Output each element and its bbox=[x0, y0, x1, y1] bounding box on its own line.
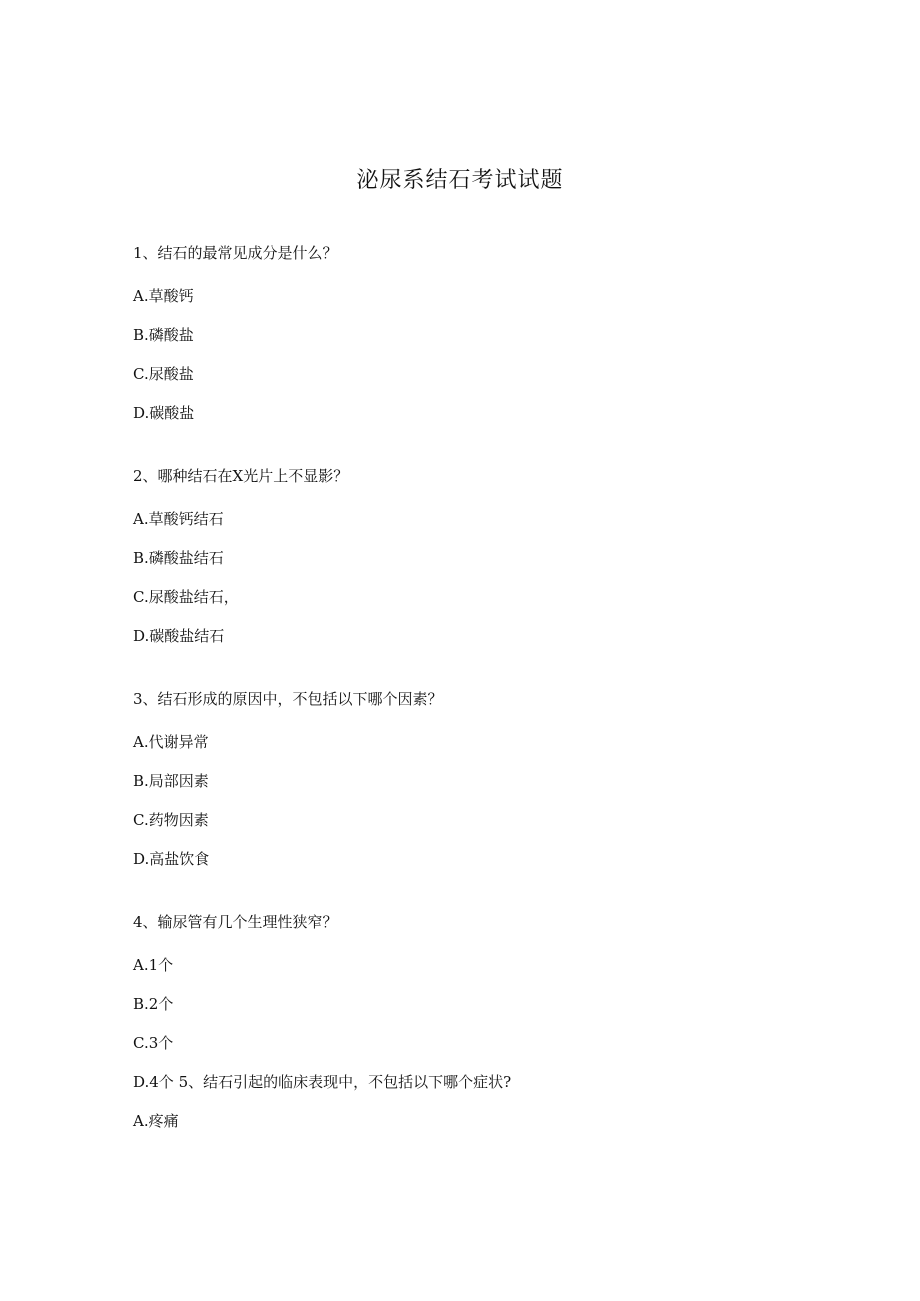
question-1-stem: 1、结石的最常见成分是什么？ bbox=[133, 244, 338, 262]
document-title: 泌尿系结石考试试题 bbox=[356, 168, 564, 193]
question-3-option-b: B.局部因素 bbox=[133, 772, 209, 790]
question-1-option-d: D.碳酸盐 bbox=[133, 404, 195, 422]
question-1-option-b: B.磷酸盐 bbox=[133, 326, 194, 344]
question-3-option-a: A.代谢异常 bbox=[133, 733, 209, 751]
question-4-option-c: C.3个 bbox=[133, 1034, 174, 1052]
question-4-option-d: D.4个 5、结石引起的临床表现中，不包括以下哪个症状? bbox=[133, 1073, 512, 1091]
question-5-option-a: A.疼痛 bbox=[133, 1112, 179, 1130]
question-2-option-d: D.碳酸盐结石 bbox=[133, 627, 225, 645]
question-2-option-b: B.磷酸盐结石 bbox=[133, 549, 224, 567]
question-3-stem: 3、结石形成的原因中，不包括以下哪个因素？ bbox=[133, 690, 443, 708]
question-1-option-a: A.草酸钙 bbox=[133, 287, 194, 305]
question-3-option-d: D.高盐饮食 bbox=[133, 850, 210, 868]
question-2-option-a: A.草酸钙结石 bbox=[133, 510, 224, 528]
question-4-stem: 4、输尿管有几个生理性狭窄？ bbox=[133, 913, 338, 931]
question-3-option-c: C.药物因素 bbox=[133, 811, 209, 829]
question-1-option-c: C.尿酸盐 bbox=[133, 365, 194, 383]
question-4-option-b: B.2个 bbox=[133, 995, 174, 1013]
question-2-stem: 2、哪种结石在X光片上不显影？ bbox=[133, 467, 349, 485]
question-2-option-c: C.尿酸盐结石， bbox=[133, 588, 239, 606]
question-4-option-a: A.1个 bbox=[133, 956, 174, 974]
